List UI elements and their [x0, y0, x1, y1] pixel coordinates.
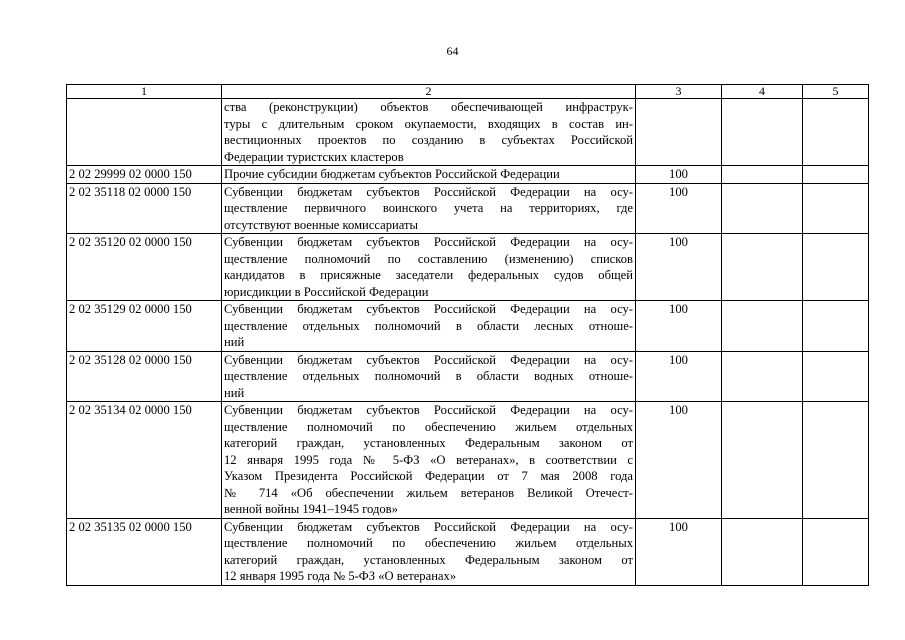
description-line: ществление отдельных полномочий в области водных отноше-: [224, 369, 633, 383]
description-line: Федерации туристских кластеров: [224, 149, 404, 164]
description-line: юрисдикции в Российской Федерации: [224, 284, 429, 299]
value-cell-3: 100: [636, 166, 722, 184]
description-line: ществление полномочий по составлению (изменению) списков: [224, 251, 633, 266]
value-cell-5: [803, 351, 869, 402]
description-cell: [222, 518, 636, 585]
description-line: ний: [224, 385, 245, 400]
column-header-3: 3: [636, 85, 722, 99]
description-line: категорий граждан, установленных Федеральным законом от: [224, 436, 633, 450]
value-cell-3: 100: [636, 301, 722, 352]
value-cell-5: [803, 301, 869, 352]
description-line: вестиционных проектов по созданию в субъектах Российской: [224, 133, 633, 147]
table-row: [67, 234, 869, 301]
description-cell: [222, 402, 636, 519]
description-line: Субвенции бюджетам субъектов Российской Федерации на осу-: [224, 302, 633, 316]
value-cell-3: 100: [636, 518, 722, 585]
description-line: 12 января 1995 года № 5-ФЗ «О ветеранах»: [224, 569, 457, 583]
value-cell-4: [722, 99, 803, 166]
description-line: 12 января 1995 года № 5-ФЗ «О ветеранах», в соответствии с: [224, 452, 633, 467]
value-cell-4: [722, 183, 803, 234]
description-cell: [222, 351, 636, 402]
value-cell-3: [636, 99, 722, 166]
value-cell-3: 100: [636, 351, 722, 402]
value-cell-3: 100: [636, 234, 722, 301]
description-line: Субвенции бюджетам субъектов Российской Федерации на осу-: [224, 403, 633, 417]
value-cell-4: [722, 301, 803, 352]
budget-code-cell: 2 02 35128 02 0000 150: [67, 351, 222, 402]
column-header-5: 5: [803, 85, 869, 99]
description-line: ществление полномочий по обеспечению жильем отдельных: [224, 536, 633, 550]
description-line: Субвенции бюджетам субъектов Российской Федерации на осу-: [224, 352, 633, 367]
description-line: ний: [224, 335, 245, 349]
budget-code-cell: 2 02 35135 02 0000 150: [67, 518, 222, 585]
column-header-2: 2: [222, 85, 636, 99]
column-header-1: 1: [67, 85, 222, 99]
budget-code-cell: 2 02 29999 02 0000 150: [67, 166, 222, 184]
budget-code-cell: 2 02 35134 02 0000 150: [67, 402, 222, 519]
table-row: [67, 166, 869, 184]
budget-code-cell: 2 02 35129 02 0000 150: [67, 301, 222, 352]
column-header-4: 4: [722, 85, 803, 99]
description-line: туры с длительным сроком окупаемости, входящих в состав ин-: [224, 116, 633, 131]
description-line: Прочие субсидии бюджетам субъектов Российской Федерации: [224, 167, 560, 181]
budget-code-cell: 2 02 35120 02 0000 150: [67, 234, 222, 301]
description-line: ществление полномочий по обеспечению жильем отдельных: [224, 419, 633, 434]
page-number: 64: [446, 44, 459, 58]
description-line: венной войны 1941–1945 годов»: [224, 502, 398, 516]
description-line: ществление первичного воинского учета на территориях, где: [224, 201, 633, 215]
description-line: Субвенции бюджетам субъектов Российской Федерации на осу-: [224, 519, 633, 534]
description-line: № 714 «Об обеспечении жильем ветеранов Великой Отечест-: [224, 485, 633, 500]
description-line: Субвенции бюджетам субъектов Российской Федерации на осу-: [224, 235, 633, 249]
header-row: [67, 85, 869, 99]
table-row: [67, 99, 869, 166]
value-cell-5: [803, 99, 869, 166]
description-line: кандидатов в присяжные заседатели федеральных судов общей: [224, 268, 633, 282]
value-cell-5: [803, 234, 869, 301]
description-cell: [222, 301, 636, 352]
value-cell-4: [722, 351, 803, 402]
budget-code-cell: 2 02 35118 02 0000 150: [67, 183, 222, 234]
value-cell-4: [722, 166, 803, 184]
value-cell-3: 100: [636, 183, 722, 234]
table-row: [67, 183, 869, 234]
description-cell: [222, 99, 636, 166]
table-row: [67, 301, 869, 352]
description-line: ства (реконструкции) объектов обеспечивающей инфраструк-: [224, 100, 633, 114]
budget-code-cell: [67, 99, 222, 166]
value-cell-4: [722, 518, 803, 585]
description-line: отсутствуют военные комиссариаты: [224, 217, 418, 232]
table-body: [67, 99, 869, 586]
description-line: Субвенции бюджетам субъектов Российской Федерации на осу-: [224, 184, 633, 199]
description-line: категорий граждан, установленных Федеральным законом от: [224, 552, 633, 567]
table-row: [67, 351, 869, 402]
value-cell-4: [722, 402, 803, 519]
description-cell: [222, 183, 636, 234]
value-cell-5: [803, 166, 869, 184]
value-cell-5: [803, 402, 869, 519]
budget-table: [66, 84, 869, 586]
table-row: [67, 402, 869, 519]
description-cell: [222, 166, 636, 184]
value-cell-5: [803, 183, 869, 234]
description-line: Указом Президента Российской Федерации от 7 мая 2008 года: [224, 469, 633, 483]
value-cell-3: 100: [636, 402, 722, 519]
table-row: [67, 518, 869, 585]
description-cell: [222, 234, 636, 301]
description-line: ществление отдельных полномочий в области лесных отноше-: [224, 318, 633, 333]
value-cell-5: [803, 518, 869, 585]
value-cell-4: [722, 234, 803, 301]
